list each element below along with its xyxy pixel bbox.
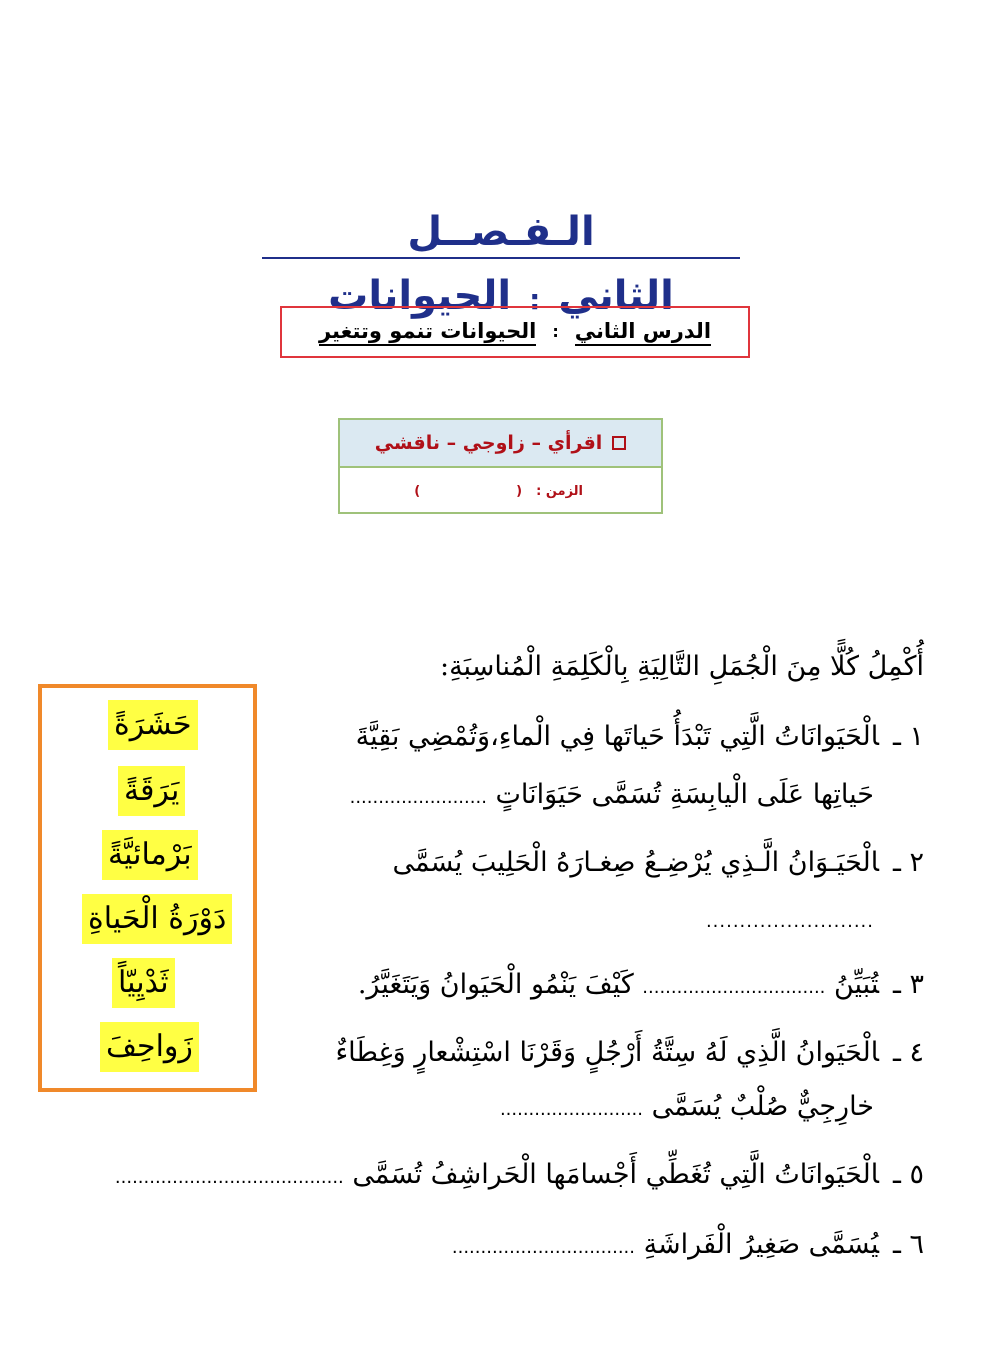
answer-blank[interactable]: ................................ — [642, 977, 826, 998]
answer-blank[interactable]: ........................ — [349, 787, 487, 808]
chapter-prefix: الـفـصــل الثاني — [407, 209, 674, 319]
question-number: ٤ ـ — [892, 1037, 924, 1068]
time-close-paren: ) — [414, 483, 421, 499]
question-text: الْحَيَوانَاتُ الَّتِي تُغَطِّي أَجْسامَها الْحَراشِفُ تُسَمَّى — [352, 1159, 879, 1190]
question-text: الْحَيَوانَاتُ الَّتِي تَبْدَأُ حَياتَها فِي الْماءِ،وَتُمْضِي بَقِيَّةَ — [355, 721, 879, 752]
time-label: الزمن : — [536, 483, 583, 499]
instruction-text: أُكْمِلُ كُلًّا مِنَ الْجُمَلِ التَّالِيَةِ بِالْكَلِمَةِ الْمُناسِبَةِ: — [439, 651, 924, 682]
answer-blank[interactable]: ................................ — [451, 1237, 635, 1258]
word-bank-item[interactable]: ثَدْيِيّاً — [112, 958, 175, 1008]
answer-blank[interactable]: ......................... — [499, 1099, 643, 1120]
word-bank-item[interactable]: يَرَقَةً — [118, 766, 185, 816]
question-text: كَيْفَ يَنْمُو الْحَيَوانُ وَيَتَغَيَّرُ. — [357, 969, 634, 1000]
question-3 — [358, 962, 924, 1011]
lesson-label: الدرس الثاني — [575, 319, 711, 346]
question-number: ٢ ـ — [892, 847, 924, 878]
activity-table — [338, 418, 663, 514]
activity-row — [340, 420, 661, 468]
time-open-paren: ( — [516, 483, 523, 499]
chapter-underline — [262, 257, 740, 259]
question-1-line-2 — [350, 772, 874, 821]
question-number: ٣ ـ — [892, 969, 924, 1000]
answer-blank[interactable]: ......................... — [705, 911, 874, 932]
word-bank-item[interactable]: زَواحِفَ — [100, 1022, 199, 1072]
lesson-separator: : — [552, 322, 559, 341]
question-5 — [115, 1152, 924, 1201]
word-bank-item[interactable]: دَوْرَةُ الْحَياةِ — [82, 894, 232, 944]
chapter-name: الحيوانات — [328, 273, 512, 319]
question-number: ١ ـ — [892, 721, 924, 752]
lesson-title: الحيوانات تنمو وتتغير — [319, 319, 536, 346]
question-text: حَياتِها عَلَى الْيابِسَةِ تُسَمَّى حَيَوَانَاتٍ — [495, 779, 874, 810]
lesson-box — [280, 306, 750, 358]
question-4 — [335, 1030, 924, 1076]
word-bank-item[interactable]: حَشَرَةً — [108, 700, 198, 750]
question-2-line-2 — [706, 896, 874, 945]
time-row — [340, 468, 661, 514]
activity-text: اقرأي – زاوجي – ناقشي — [374, 432, 603, 454]
question-2 — [393, 840, 924, 886]
chapter-separator: : — [529, 283, 541, 316]
question-text: تُبَيِّنُ — [833, 969, 879, 1000]
question-text: الْحَيَـوَانُ الَّـذِي يُرْضِـعُ صِغـارَهُ الْحَلِيبَ يُسَمَّى — [392, 847, 879, 878]
question-number: ٥ ـ — [892, 1159, 924, 1190]
question-text: يُسَمَّى صَغِيرُ الْفَراشَةِ — [643, 1229, 879, 1260]
question-6 — [452, 1222, 924, 1271]
question-text: خارِجِيٌّ صُلْبٌ يُسَمَّى — [651, 1091, 874, 1122]
question-1 — [356, 714, 924, 760]
checkbox-icon — [612, 436, 626, 450]
answer-blank[interactable]: ........................................ — [114, 1167, 344, 1188]
question-text: الْحَيَوانُ الَّذِي لَهُ سِتَّةُ أَرْجُلٍ وَقَرْنَا اسْتِشْعارٍ وَغِطَاءٌ — [335, 1037, 879, 1068]
question-4-line-2 — [500, 1084, 874, 1133]
question-number: ٦ ـ — [892, 1229, 924, 1260]
word-bank-item[interactable]: بَرْمائيَّةً — [102, 830, 198, 880]
